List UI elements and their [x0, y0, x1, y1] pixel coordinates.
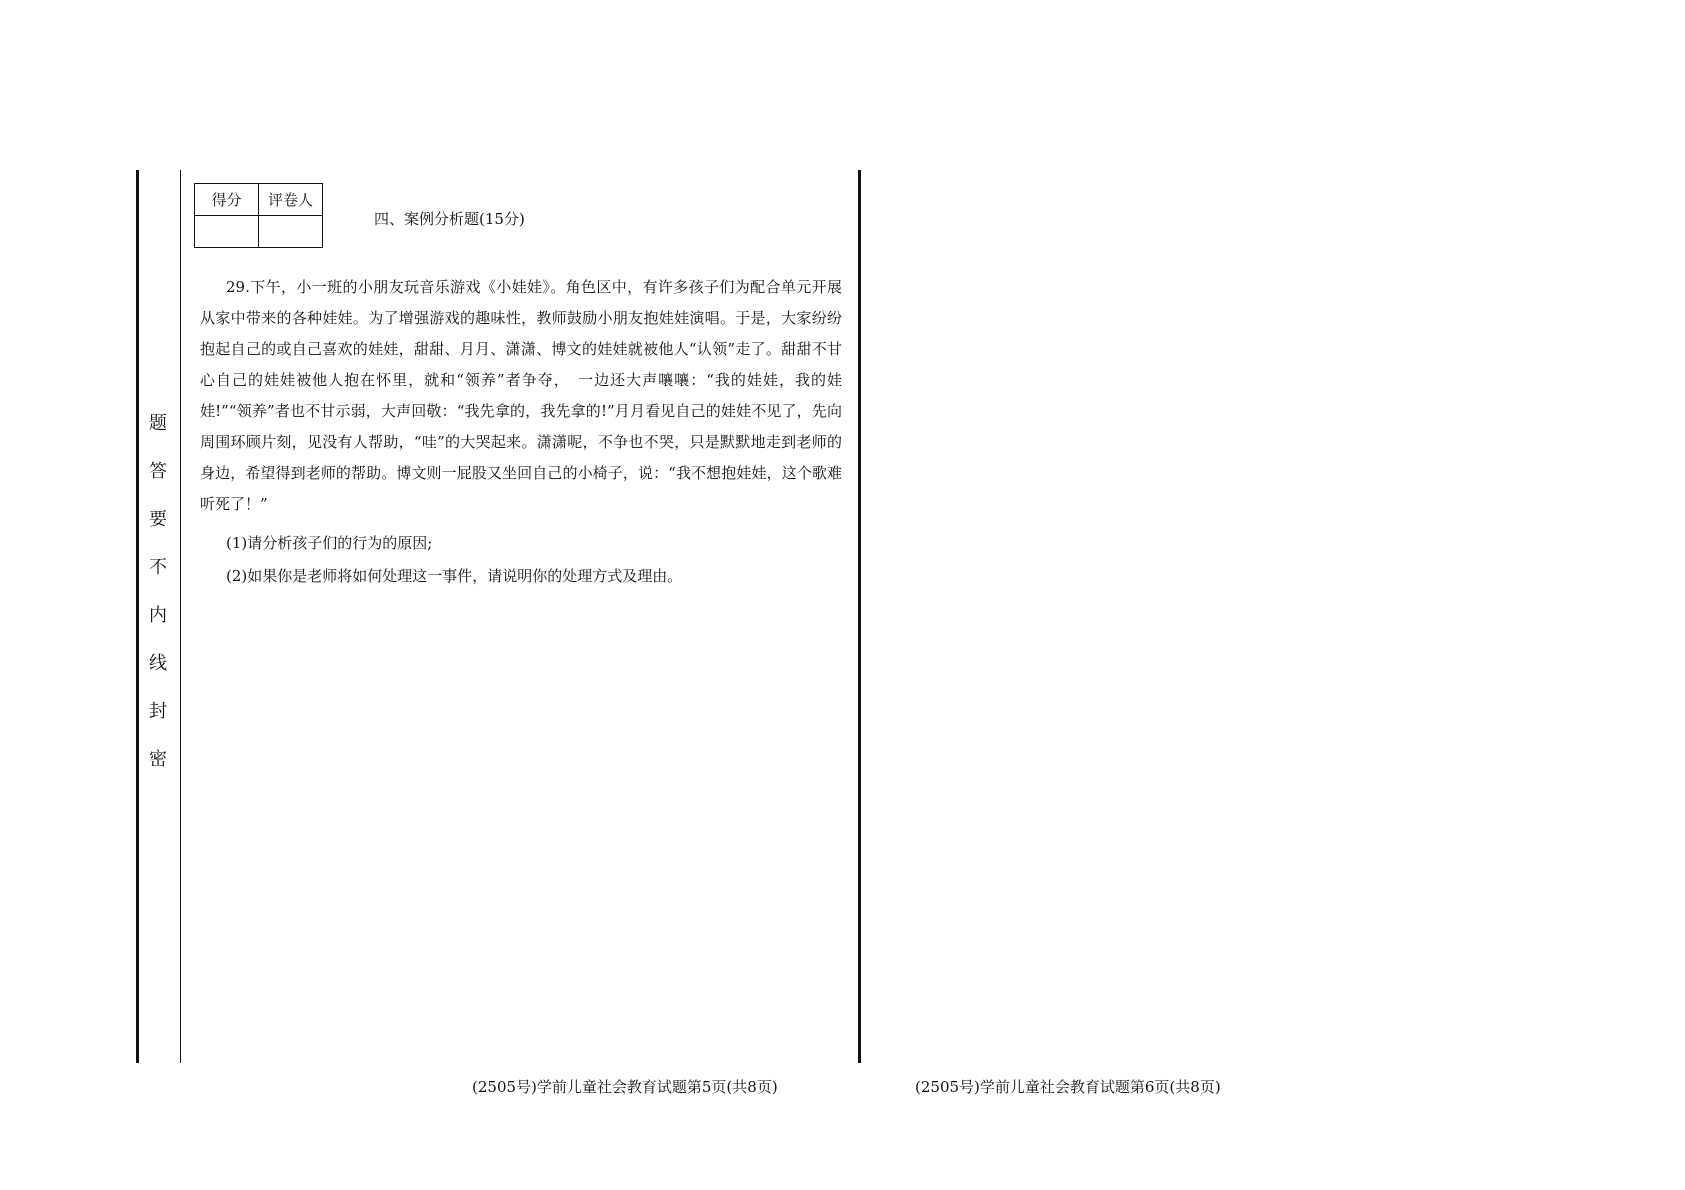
sub-question-2: (2)如果你是老师将如何处理这一事件，请说明你的处理方式及理由。 [226, 567, 683, 585]
question-body: 29.下午，小一班的小朋友玩音乐游戏《小娃娃》。角色区中，有许多孩子们为配合单元开展从家中带来的各种娃娃。为了增强游戏的趣味性，教师鼓励小朋友抱娃娃演唱。于是，大家纷纷抱起自己的或自己喜欢的娃娃，甜甜、月月、潇潇、博文的娃娃就被他人“认领”走了。甜甜不甘心自己的娃娃被他人抱在怀里，就和“领养”者争夺， 一边还大声嚷嚷：“我的娃娃，我的娃娃!”“领养”者也不甘示弱，大声回敬：“我先拿的，我先拿的!”月月看见自己的娃娃不见了，先向周围环顾片刻，见没有人帮助，“哇”的大哭起来。潇潇呢，不争也不哭，只是默默地走到老师的身边，希望得到老师的帮助。博文则一屁股又坐回自己的小椅子，说：“我不想抱娃娃，这个歌难听死了！” [200, 278, 842, 513]
seal-char: 密 [149, 749, 167, 770]
seal-char: 内 [149, 605, 167, 626]
seal-char: 要 [149, 509, 167, 530]
page-divider [858, 170, 861, 1063]
score-cell [195, 216, 259, 248]
seal-line-text [147, 415, 169, 799]
grader-label: 评卷人 [259, 184, 323, 216]
seal-char: 不 [149, 557, 167, 578]
page-footer-right: (2505号)学前儿童社会教育试题第6页(共8页) [915, 1078, 1221, 1096]
seal-char: 线 [149, 653, 167, 674]
section-title: 四、案例分析题(15分) [374, 210, 525, 228]
seal-char: 封 [149, 701, 167, 722]
page-footer-left: (2505号)学前儿童社会教育试题第5页(共8页) [472, 1078, 778, 1096]
sub-question-1: (1)请分析孩子们的行为的原因; [226, 534, 433, 552]
score-box [194, 183, 323, 248]
grader-cell [259, 216, 323, 248]
binding-line-inner [180, 170, 181, 1063]
binding-line-outer [136, 170, 139, 1063]
score-label: 得分 [195, 184, 259, 216]
seal-char: 题 [149, 413, 167, 434]
seal-char: 答 [149, 461, 167, 482]
